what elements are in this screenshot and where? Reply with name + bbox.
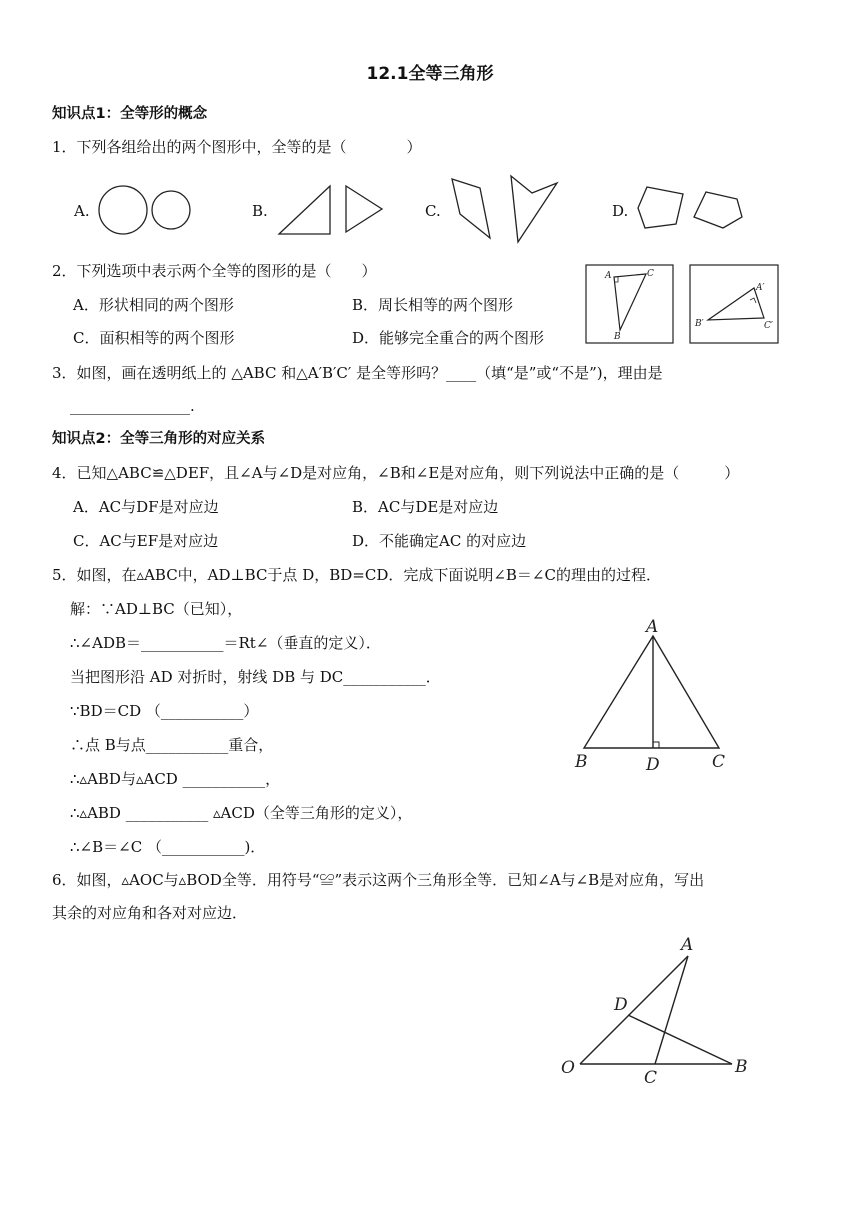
question-4-stem: 4．已知△ABC≌△DEF，且∠A与∠D是对应角，∠B和∠E是对应角，则下列说法中正确的是（ ）	[52, 464, 740, 482]
section-heading-2: 知识点2：全等三角形的对应关系	[52, 431, 266, 447]
q5-solution-line-5: ∴点 B与点___________重合，	[70, 736, 274, 754]
question-2-stem: 2．下列选项中表示两个全等的图形的是（ ）	[52, 262, 377, 280]
question-3-line-1: 3．如图，画在透明纸上的 △ABC 和△A′B′C′ 是全等形吗？____（填“是”或“不是”)，理由是	[52, 364, 663, 382]
q1-option-b-label: B.	[252, 202, 268, 220]
q5-solution-line-6: ∴▵ABD与▵ACD ___________，	[70, 770, 281, 788]
fig-label-c-prime: C′	[764, 321, 773, 331]
q6-label-d: D	[614, 995, 628, 1015]
fig-label-b-prime: B′	[695, 319, 704, 329]
q4-option-b: B．AC与DE是对应边	[352, 498, 499, 516]
question-3-line-2: ________________.	[70, 397, 195, 415]
question-5-stem: 5．如图，在▵ABC中，AD⊥BC于点 D，BD=CD．完成下面说明∠B＝∠C的理由的过程．	[52, 566, 661, 584]
q1-option-c-label: C.	[425, 202, 441, 220]
question-1-stem: 1．下列各组给出的两个图形中，全等的是（ ）	[52, 138, 422, 156]
q6-label-a: A	[681, 935, 694, 955]
q2-option-c: C．面积相等的两个图形	[73, 329, 235, 347]
q5-label-c: C	[712, 752, 726, 772]
q2-option-d: D．能够完全重合的两个图形	[352, 329, 545, 347]
q6-label-c: C	[644, 1068, 658, 1088]
q4-option-d: D．不能确定AC 的对应边	[352, 532, 527, 550]
fig-label-c: C	[647, 269, 654, 279]
q6-label-b: B	[735, 1057, 748, 1077]
q6-label-o: O	[561, 1058, 575, 1078]
q4-option-c: C．AC与EF是对应边	[73, 532, 219, 550]
fig-label-b: B	[614, 332, 621, 342]
page-title: 12.1全等三角形	[366, 64, 494, 84]
q5-solution-line-4: ∵BD＝CD （___________）	[70, 702, 259, 720]
q5-label-a: A	[646, 617, 659, 637]
q2-option-a: A．形状相同的两个图形	[73, 296, 234, 314]
question-6-line-1: 6．如图，▵AOC与▵BOD全等．用符号“≌”表示这两个三角形全等．已知∠A与∠B是对应角，写出	[52, 871, 705, 889]
q2-option-b: B．周长相等的两个图形	[352, 296, 514, 314]
q5-solution-line-8: ∴∠B＝∠C （___________)．	[70, 838, 266, 856]
q1-option-a-label: A.	[74, 202, 90, 220]
q5-solution-line-1: 解：∵AD⊥BC（已知），	[70, 600, 243, 618]
segment-db	[628, 1015, 732, 1064]
q5-solution-line-3: 当把图形沿 AD 对折时，射线 DB 与 DC___________．	[70, 668, 441, 686]
section-heading-1: 知识点1：全等形的概念	[52, 106, 208, 122]
q5-label-b: B	[575, 752, 588, 772]
fig-label-a-prime: A′	[756, 283, 765, 293]
q5-label-d: D	[646, 755, 660, 775]
question-6-line-2: 其余的对应角和各对对应边．	[52, 904, 248, 922]
q1-option-d-label: D.	[612, 202, 629, 220]
q5-solution-line-2: ∴∠ADB＝___________＝Rt∠（垂直的定义）．	[70, 634, 381, 652]
fig-label-a: A	[605, 271, 612, 281]
q4-option-a: A．AC与DF是对应边	[73, 498, 219, 516]
q5-solution-line-7: ∴▵ABD ___________ ▵ACD（全等三角形的定义），	[70, 804, 413, 822]
